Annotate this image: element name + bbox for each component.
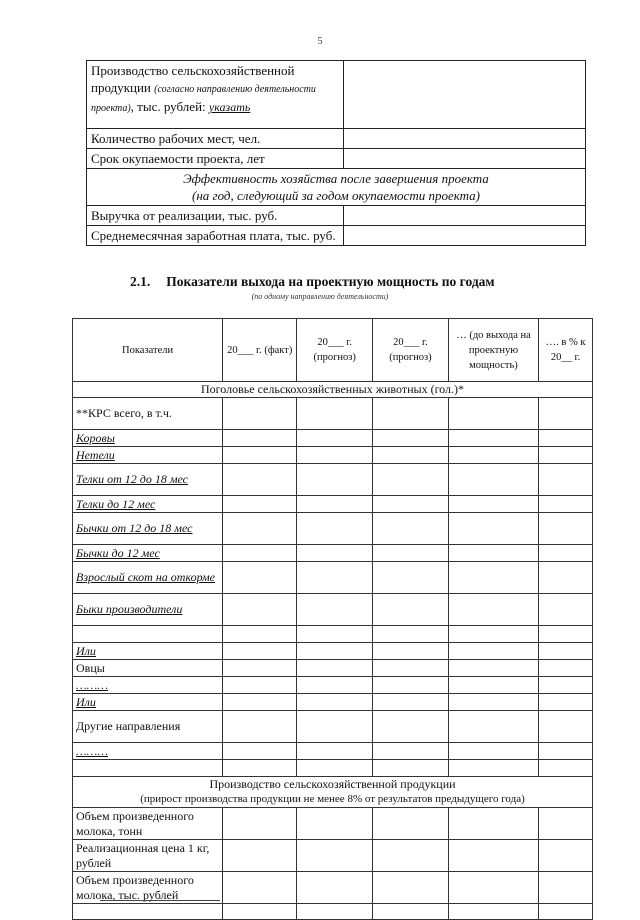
row-label: ……… xyxy=(73,677,223,694)
value-cell[interactable] xyxy=(539,904,593,920)
value-cell[interactable] xyxy=(539,513,593,545)
row-label: ……… xyxy=(73,743,223,760)
value-cell[interactable] xyxy=(539,872,593,904)
section-row xyxy=(73,382,593,398)
value-cell[interactable] xyxy=(297,626,373,643)
value-cell[interactable] xyxy=(223,626,297,643)
section-heading xyxy=(130,274,560,290)
value-cell[interactable] xyxy=(297,694,373,711)
row-label: Реализационная цена 1 кг, рублей xyxy=(73,840,223,872)
header-cell: … (до выхода на проектную мощность) xyxy=(448,319,538,382)
value-cell[interactable] xyxy=(297,677,373,694)
value-cell[interactable] xyxy=(448,694,538,711)
value-cell[interactable] xyxy=(448,545,538,562)
header-cell: 20___ г. (факт) xyxy=(223,319,297,382)
table-row xyxy=(73,711,593,743)
jobs-value-cell[interactable] xyxy=(344,129,586,149)
table-row xyxy=(73,677,593,694)
value-cell[interactable] xyxy=(448,447,538,464)
value-cell[interactable] xyxy=(448,496,538,513)
value-cell[interactable] xyxy=(223,711,297,743)
header-cell: …. в % к 20__ г. xyxy=(539,319,593,382)
section-row xyxy=(73,777,593,808)
row-label: Объем произведенного молока, тыс. рублей xyxy=(73,872,223,904)
value-cell[interactable] xyxy=(448,904,538,920)
value-cell[interactable] xyxy=(539,430,593,447)
value-cell[interactable] xyxy=(539,840,593,872)
row-label: Или xyxy=(73,694,223,711)
value-cell[interactable] xyxy=(297,464,373,496)
table-row xyxy=(73,694,593,711)
value-cell[interactable] xyxy=(373,743,449,760)
salary-value-cell[interactable] xyxy=(344,226,586,246)
value-cell[interactable] xyxy=(539,562,593,594)
value-cell[interactable] xyxy=(223,643,297,660)
value-cell[interactable] xyxy=(223,545,297,562)
value-cell[interactable] xyxy=(539,447,593,464)
value-cell[interactable] xyxy=(373,808,449,840)
value-cell[interactable] xyxy=(223,660,297,677)
value-cell[interactable] xyxy=(539,743,593,760)
value-cell[interactable] xyxy=(373,643,449,660)
value-cell[interactable] xyxy=(373,626,449,643)
value-cell[interactable] xyxy=(223,398,297,430)
project-indicators-table xyxy=(86,60,586,246)
value-cell[interactable] xyxy=(297,496,373,513)
value-cell[interactable] xyxy=(297,447,373,464)
value-cell[interactable] xyxy=(373,711,449,743)
row-label: Нетели xyxy=(73,447,223,464)
row-label xyxy=(73,904,223,920)
value-cell[interactable] xyxy=(297,398,373,430)
value-cell[interactable] xyxy=(373,904,449,920)
table-row xyxy=(73,626,593,643)
value-cell[interactable] xyxy=(223,594,297,626)
value-cell[interactable] xyxy=(373,464,449,496)
value-cell[interactable] xyxy=(223,694,297,711)
value-cell[interactable] xyxy=(539,626,593,643)
value-cell[interactable] xyxy=(373,677,449,694)
value-cell[interactable] xyxy=(448,743,538,760)
row-label: **КРС всего, в т.ч. xyxy=(73,398,223,430)
salary-label: Среднемесячная заработная плата, тыс. руб. xyxy=(87,226,344,246)
value-cell[interactable] xyxy=(373,840,449,872)
value-cell[interactable] xyxy=(448,760,538,777)
value-cell[interactable] xyxy=(297,660,373,677)
value-cell[interactable] xyxy=(539,594,593,626)
row-label: Или xyxy=(73,643,223,660)
table-row xyxy=(73,904,593,920)
table-row xyxy=(73,430,593,447)
value-cell[interactable] xyxy=(223,808,297,840)
table-row xyxy=(73,513,593,545)
value-cell[interactable] xyxy=(448,513,538,545)
value-cell[interactable] xyxy=(223,743,297,760)
value-cell[interactable] xyxy=(297,760,373,777)
table-row xyxy=(73,447,593,464)
table-row xyxy=(73,643,593,660)
value-cell[interactable] xyxy=(448,840,538,872)
section-label: Производство сельскохозяйственной продукции (прирост производства продукции не менее 8% от результатов предыдущего года) xyxy=(73,777,593,808)
value-cell[interactable] xyxy=(223,677,297,694)
value-cell[interactable] xyxy=(297,743,373,760)
value-cell[interactable] xyxy=(539,711,593,743)
value-cell[interactable] xyxy=(448,464,538,496)
value-cell[interactable] xyxy=(373,398,449,430)
value-cell[interactable] xyxy=(539,545,593,562)
jobs-label: Количество рабочих мест, чел. xyxy=(87,129,344,149)
value-cell[interactable] xyxy=(539,677,593,694)
table-row xyxy=(73,760,593,777)
value-cell[interactable] xyxy=(373,694,449,711)
value-cell[interactable] xyxy=(448,562,538,594)
value-cell[interactable] xyxy=(373,760,449,777)
revenue-value-cell[interactable] xyxy=(344,206,586,226)
efficiency-header: Эффективность хозяйства после завершения проекта (на год, следующий за годом окупаемости проекта) xyxy=(87,169,586,206)
value-cell[interactable] xyxy=(297,711,373,743)
table-row xyxy=(73,743,593,760)
value-cell[interactable] xyxy=(373,562,449,594)
table-row xyxy=(73,808,593,840)
table-row xyxy=(73,496,593,513)
row-label: Овцы xyxy=(73,660,223,677)
value-cell[interactable] xyxy=(539,694,593,711)
row-label: Телки до 12 мес xyxy=(73,496,223,513)
row-label: Быки производители xyxy=(73,594,223,626)
table-row xyxy=(73,660,593,677)
value-cell[interactable] xyxy=(539,760,593,777)
value-cell[interactable] xyxy=(373,496,449,513)
payback-value-cell[interactable] xyxy=(344,149,586,169)
value-cell[interactable] xyxy=(223,562,297,594)
value-cell[interactable] xyxy=(539,464,593,496)
table-row xyxy=(73,545,593,562)
row-label: Коровы xyxy=(73,430,223,447)
table-row xyxy=(73,464,593,496)
value-cell[interactable] xyxy=(539,398,593,430)
value-cell[interactable] xyxy=(297,643,373,660)
value-cell[interactable] xyxy=(223,464,297,496)
value-cell[interactable] xyxy=(297,562,373,594)
value-cell[interactable] xyxy=(223,904,297,920)
row-label xyxy=(73,760,223,777)
value-cell[interactable] xyxy=(448,398,538,430)
value-cell[interactable] xyxy=(539,496,593,513)
value-cell[interactable] xyxy=(539,660,593,677)
value-cell[interactable] xyxy=(297,545,373,562)
value-cell[interactable] xyxy=(448,711,538,743)
row-label: Взрослый скот на откорме xyxy=(73,562,223,594)
header-cell: 20___ г. (прогноз) xyxy=(373,319,449,382)
value-cell[interactable] xyxy=(448,643,538,660)
value-cell[interactable] xyxy=(223,513,297,545)
value-cell[interactable] xyxy=(539,808,593,840)
value-cell[interactable] xyxy=(448,660,538,677)
table-row xyxy=(73,398,593,430)
value-cell[interactable] xyxy=(223,430,297,447)
value-cell[interactable] xyxy=(373,660,449,677)
value-cell[interactable] xyxy=(297,513,373,545)
revenue-label: Выручка от реализации, тыс. руб. xyxy=(87,206,344,226)
row-label: Телки от 12 до 18 мес xyxy=(73,464,223,496)
value-cell[interactable] xyxy=(297,904,373,920)
value-cell[interactable] xyxy=(373,513,449,545)
footnote-divider xyxy=(100,900,220,901)
table-row xyxy=(73,594,593,626)
value-cell[interactable] xyxy=(373,545,449,562)
section-label: Поголовье сельскохозяйственных животных (гол.)* xyxy=(73,382,593,398)
header-row xyxy=(73,319,593,382)
production-label: Производство сельскохозяйственной продукции (согласно направлению деятельности проекта), тыс. рублей: указать xyxy=(87,61,344,129)
header-cell: 20___ г. (прогноз) xyxy=(297,319,373,382)
value-cell[interactable] xyxy=(297,808,373,840)
row-label: Объем произведенного молока, тонн xyxy=(73,808,223,840)
value-cell[interactable] xyxy=(223,760,297,777)
value-cell[interactable] xyxy=(297,872,373,904)
value-cell[interactable] xyxy=(297,594,373,626)
value-cell[interactable] xyxy=(539,643,593,660)
table-row xyxy=(73,840,593,872)
value-cell[interactable] xyxy=(297,840,373,872)
value-cell[interactable] xyxy=(223,872,297,904)
value-cell[interactable] xyxy=(373,594,449,626)
value-cell[interactable] xyxy=(223,840,297,872)
capacity-table xyxy=(72,318,593,920)
section-number: 2.1. xyxy=(130,274,151,289)
table-row xyxy=(73,562,593,594)
production-value-cell[interactable] xyxy=(344,61,586,129)
value-cell[interactable] xyxy=(373,430,449,447)
value-cell[interactable] xyxy=(297,430,373,447)
table-row xyxy=(73,872,593,904)
row-label xyxy=(73,626,223,643)
value-cell[interactable] xyxy=(448,626,538,643)
value-cell[interactable] xyxy=(373,447,449,464)
value-cell[interactable] xyxy=(448,430,538,447)
section-subtitle: (по одному направлению деятельности) xyxy=(251,292,389,301)
section-title: Показатели выхода на проектную мощность по годам xyxy=(166,274,495,289)
value-cell[interactable] xyxy=(448,808,538,840)
row-label: Бычки от 12 до 18 мес xyxy=(73,513,223,545)
value-cell[interactable] xyxy=(448,677,538,694)
value-cell[interactable] xyxy=(448,594,538,626)
page-number: 5 xyxy=(317,36,323,47)
value-cell[interactable] xyxy=(373,872,449,904)
value-cell[interactable] xyxy=(223,496,297,513)
row-label: Другие направления xyxy=(73,711,223,743)
value-cell[interactable] xyxy=(223,447,297,464)
row-label: Бычки до 12 мес xyxy=(73,545,223,562)
value-cell[interactable] xyxy=(448,872,538,904)
payback-label: Срок окупаемости проекта, лет xyxy=(87,149,344,169)
header-cell: Показатели xyxy=(73,319,223,382)
